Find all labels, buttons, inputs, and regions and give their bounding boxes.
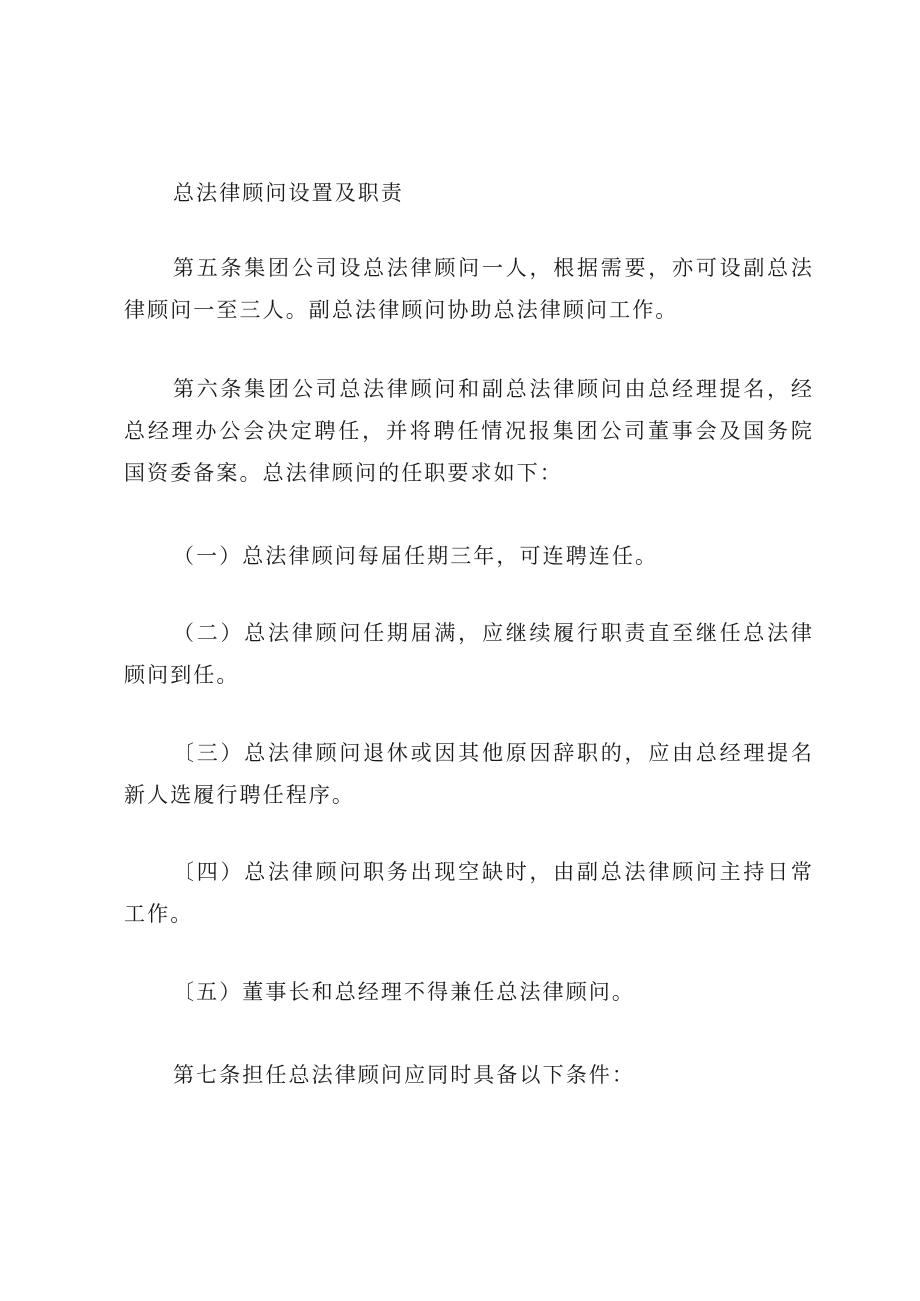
article-7-paragraph: 第七条担任总法律顾问应同时具备以下条件： (173, 1063, 635, 1087)
requirement-item-2: （二）总法律顾问任期届满，应继续履行职责直至继任总法律顾问到任。 (124, 621, 814, 687)
requirement-item-1: （一）总法律顾问每届任期三年，可连聘连任。 (173, 544, 659, 568)
article-6-paragraph: 第六条集团公司总法律顾问和副总法律顾问由总经理提名，经总经理办公会决定聘任，并将聘任情况报集团公司董事会及国务院国资委备案。总法律顾问的任职要求如下： (124, 377, 814, 485)
requirement-item-4: 〔四）总法律顾问职务出现空缺时，由副总法律顾问主持日常工作。 (124, 860, 814, 926)
requirement-item-5: 〔五）董事长和总经理不得兼任总法律顾问。 (173, 980, 635, 1004)
section-heading: 总法律顾问设置及职责 (173, 181, 404, 205)
article-5-paragraph: 第五条集团公司设总法律顾问一人，根据需要，亦可设副总法律顾问一至三人。副总法律顾问协助总法律顾问工作。 (124, 256, 814, 322)
requirement-item-3: 〔三）总法律顾问退休或因其他原因辞职的，应由总经理提名新人选履行聘任程序。 (124, 741, 814, 807)
